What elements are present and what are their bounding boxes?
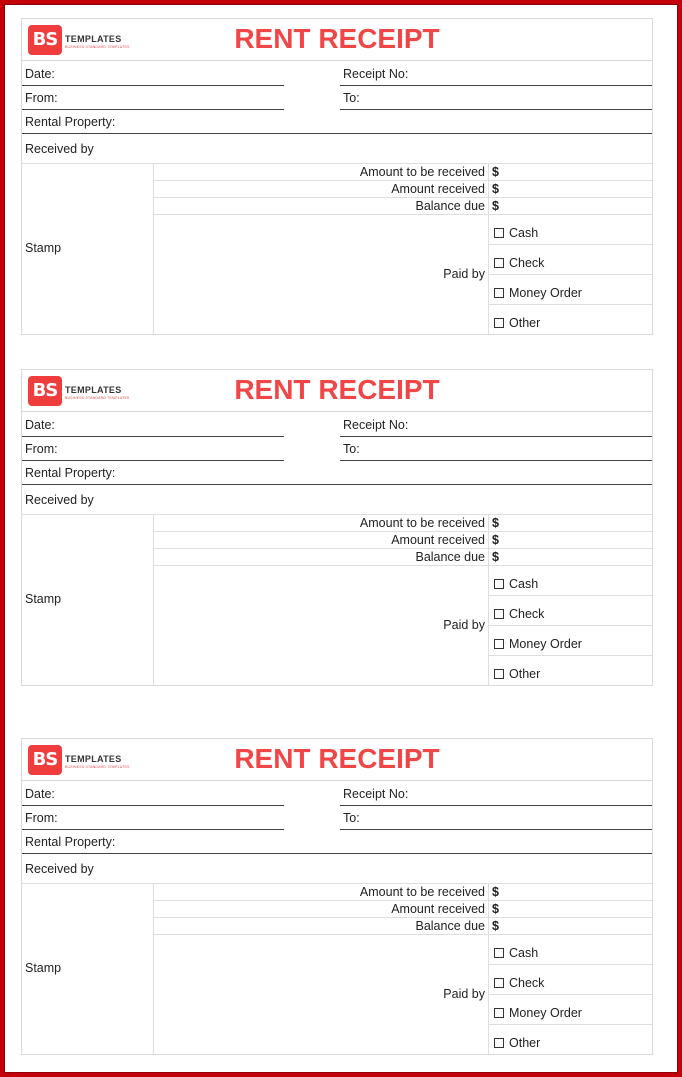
divider (488, 994, 652, 995)
to-label: To: (343, 91, 360, 105)
balance-due-label: Balance due (415, 199, 485, 213)
paid-by-label: Paid by (443, 267, 485, 281)
receipt-no-label: Receipt No: (343, 418, 409, 432)
date-field[interactable] (22, 85, 284, 86)
amount-to-be-received-currency: $ (492, 885, 499, 899)
divider (22, 514, 652, 515)
receipt-no-field[interactable] (340, 805, 652, 806)
amount-received-label: Amount received (391, 182, 485, 196)
balance-due-currency: $ (492, 550, 499, 564)
divider (153, 180, 652, 181)
from-field[interactable] (22, 460, 284, 461)
stamp-label: Stamp (25, 241, 62, 255)
amount-to-be-received-currency: $ (492, 516, 499, 530)
payment-option-label: Money Order (509, 637, 582, 651)
logo-name: TEMPLATES (65, 754, 122, 764)
divider (22, 883, 652, 884)
amount-received-label: Amount received (391, 902, 485, 916)
payment-option-label: Other (509, 1036, 541, 1050)
divider (488, 1024, 652, 1025)
payment-option-label: Cash (509, 946, 539, 960)
checkbox-icon[interactable] (494, 1008, 504, 1018)
date-label: Date: (25, 67, 55, 81)
stamp-label: Stamp (25, 592, 62, 606)
logo-tagline: BUSINESS STANDARD TEMPLATES (65, 396, 130, 400)
receipt-no-field[interactable] (340, 436, 652, 437)
stamp-label: Stamp (25, 961, 62, 975)
divider (488, 304, 652, 305)
payment-option-label: Money Order (509, 286, 582, 300)
payment-option-other[interactable] (494, 316, 540, 330)
from-label: From: (25, 811, 58, 825)
payment-option-cash[interactable] (494, 226, 538, 240)
date-label: Date: (25, 418, 55, 432)
from-field[interactable] (22, 109, 284, 110)
checkbox-icon[interactable] (494, 948, 504, 958)
divider (488, 655, 652, 656)
divider (488, 274, 652, 275)
paid-by-label: Paid by (443, 987, 485, 1001)
date-field[interactable] (22, 805, 284, 806)
payment-option-label: Check (509, 607, 545, 621)
divider (488, 595, 652, 596)
from-field[interactable] (22, 829, 284, 830)
value-divider (488, 163, 489, 334)
payment-option-money-order[interactable] (494, 637, 582, 651)
checkbox-icon[interactable] (494, 669, 504, 679)
divider (153, 917, 652, 918)
receipt-no-label: Receipt No: (343, 787, 409, 801)
balance-due-label: Balance due (415, 919, 485, 933)
divider (153, 214, 652, 215)
payment-option-check[interactable] (494, 256, 544, 270)
rent-receipt (21, 18, 653, 335)
divider (153, 565, 652, 566)
to-label: To: (343, 811, 360, 825)
amount-to-be-received-label: Amount to be received (359, 885, 485, 899)
received-by-label: Received by (25, 493, 94, 507)
checkbox-icon[interactable] (494, 318, 504, 328)
rental-property-field[interactable] (22, 133, 652, 134)
rental-property-label: Rental Property: (25, 835, 116, 849)
received-by-label: Received by (25, 142, 94, 156)
payment-option-money-order[interactable] (494, 286, 582, 300)
amount-to-be-received-label: Amount to be received (359, 516, 485, 530)
divider (153, 548, 652, 549)
to-field[interactable] (340, 460, 652, 461)
checkbox-icon[interactable] (494, 609, 504, 619)
rent-receipt (21, 369, 653, 686)
receipt-header (22, 370, 652, 412)
payment-option-cash[interactable] (494, 577, 538, 591)
bs-templates-logo: BS (28, 25, 62, 55)
payment-option-label: Other (509, 316, 541, 330)
balance-due-currency: $ (492, 919, 499, 933)
receipt-no-field[interactable] (340, 85, 652, 86)
rental-property-label: Rental Property: (25, 115, 116, 129)
payment-option-label: Cash (509, 577, 539, 591)
date-field[interactable] (22, 436, 284, 437)
receipt-no-label: Receipt No: (343, 67, 409, 81)
divider (22, 163, 652, 164)
received-by-label: Received by (25, 862, 94, 876)
payment-option-other[interactable] (494, 667, 540, 681)
to-label: To: (343, 442, 360, 456)
balance-due-currency: $ (492, 199, 499, 213)
payment-option-label: Check (509, 256, 545, 270)
bs-templates-logo: BS (28, 745, 62, 775)
receipt-header (22, 739, 652, 781)
value-divider (488, 883, 489, 1054)
rental-property-field[interactable] (22, 484, 652, 485)
logo-name: TEMPLATES (65, 34, 122, 44)
payment-option-label: Check (509, 976, 545, 990)
stamp-divider (153, 514, 154, 685)
bs-templates-logo: BS (28, 376, 62, 406)
receipt-title: RENT RECEIPT (234, 743, 440, 774)
rental-property-field[interactable] (22, 853, 652, 854)
divider (153, 900, 652, 901)
receipt-header (22, 19, 652, 61)
amount-to-be-received-label: Amount to be received (359, 165, 485, 179)
to-field[interactable] (340, 829, 652, 830)
rental-property-label: Rental Property: (25, 466, 116, 480)
payment-option-label: Money Order (509, 1006, 582, 1020)
divider (488, 625, 652, 626)
divider (153, 197, 652, 198)
stamp-divider (153, 883, 154, 1054)
receipt-title: RENT RECEIPT (234, 23, 440, 54)
receipt-title: RENT RECEIPT (234, 374, 440, 405)
divider (488, 244, 652, 245)
logo-name: TEMPLATES (65, 385, 122, 395)
to-field[interactable] (340, 109, 652, 110)
payment-option-cash[interactable] (494, 946, 538, 960)
checkbox-icon[interactable] (494, 228, 504, 238)
payment-option-other[interactable] (494, 1036, 540, 1050)
checkbox-icon[interactable] (494, 639, 504, 649)
paid-by-label: Paid by (443, 618, 485, 632)
divider (153, 934, 652, 935)
checkbox-icon[interactable] (494, 258, 504, 268)
from-label: From: (25, 91, 58, 105)
logo-tagline: BUSINESS STANDARD TEMPLATES (65, 765, 130, 769)
checkbox-icon[interactable] (494, 978, 504, 988)
amount-to-be-received-currency: $ (492, 165, 499, 179)
amount-received-currency: $ (492, 182, 499, 196)
divider (488, 964, 652, 965)
payment-option-label: Other (509, 667, 541, 681)
balance-due-label: Balance due (415, 550, 485, 564)
payment-option-money-order[interactable] (494, 1006, 582, 1020)
checkbox-icon[interactable] (494, 288, 504, 298)
amount-received-currency: $ (492, 902, 499, 916)
checkbox-icon[interactable] (494, 1038, 504, 1048)
payment-option-check[interactable] (494, 976, 544, 990)
divider (153, 531, 652, 532)
checkbox-icon[interactable] (494, 579, 504, 589)
amount-received-label: Amount received (391, 533, 485, 547)
value-divider (488, 514, 489, 685)
date-label: Date: (25, 787, 55, 801)
payment-option-label: Cash (509, 226, 539, 240)
from-label: From: (25, 442, 58, 456)
logo-tagline: BUSINESS STANDARD TEMPLATES (65, 45, 130, 49)
stamp-divider (153, 163, 154, 334)
payment-option-check[interactable] (494, 607, 544, 621)
amount-received-currency: $ (492, 533, 499, 547)
rent-receipt (21, 738, 653, 1055)
